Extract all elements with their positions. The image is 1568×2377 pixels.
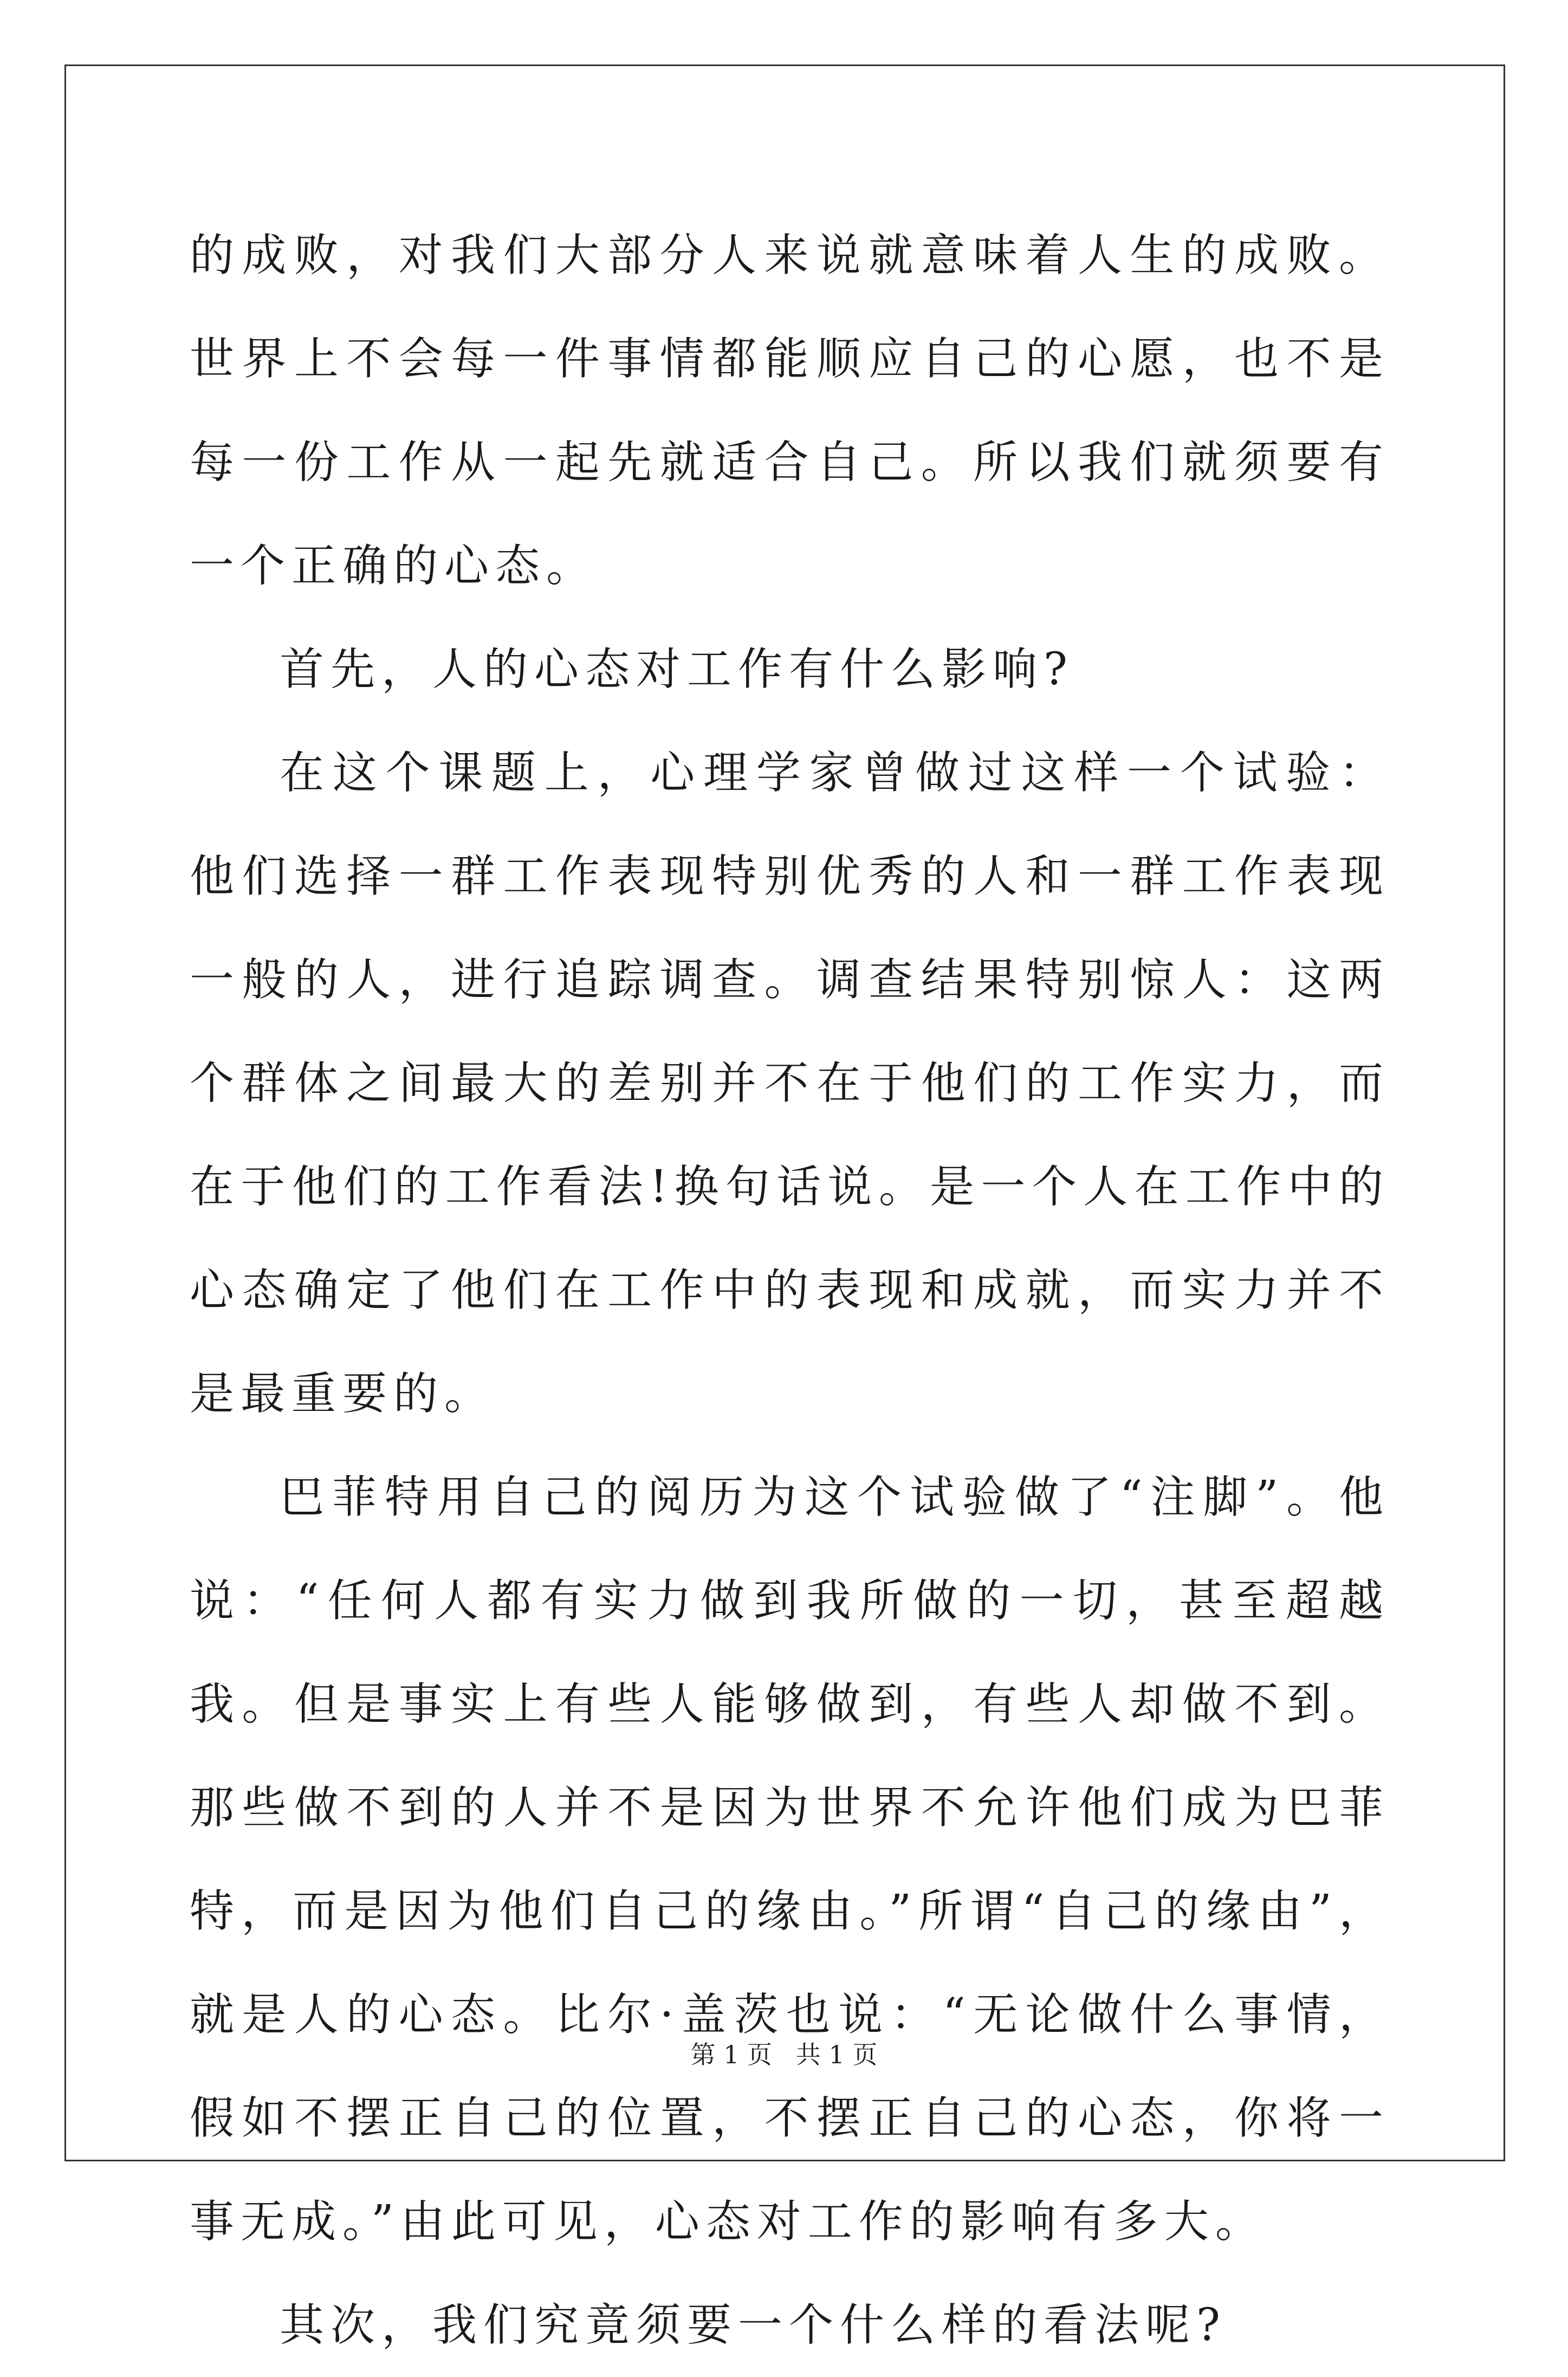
paragraph-2-heading-question: 首先，人的心态对工作有什么影响?	[280, 644, 1074, 695]
paragraph-3: 在这个课题上，心理学家曾做过这样一个试验：他们选择一群工作表现特别优秀的人和一群工作表现一般的人，进行追踪调查。调查结果特别惊人：这两个群体之间最大的差别并不在于他们的工作实力，而在于他们的工作看法!换句话说。是一个人在工作中的心态确定了他们在工作中的表现和成就，而实力并不是最重要的。	[190, 747, 1390, 1420]
page-number-footer: 第 1 页 共 1 页	[690, 2040, 878, 2069]
paragraph-5-heading-question: 其次，我们究竟须要一个什么样的看法呢?	[280, 2300, 1227, 2351]
paragraph-1: 的成败，对我们大部分人来说就意味着人生的成败。世界上不会每一件事情都能顺应自己的心愿，也不是每一份工作从一起先就适合自己。所以我们就须要有一个正确的心态。	[190, 230, 1390, 592]
paragraph-4: 巴菲特用自己的阅历为这个试验做了“注脚”。他说：“任何人都有实力做到我所做的一切，甚至超越我。但是事实上有些人能够做到，有些人却做不到。那些做不到的人并不是因为世界不允许他们成为巴菲特，而是因为他们自己的缘由。”所谓“自己的缘由”，就是人的心态。比尔·盖茨也说：“无论做什么事情，假如不摆正自己的位置，不摆正自己的心态，你将一事无成。”由此可见，心态对工作的影响有多大。	[190, 1472, 1390, 2248]
